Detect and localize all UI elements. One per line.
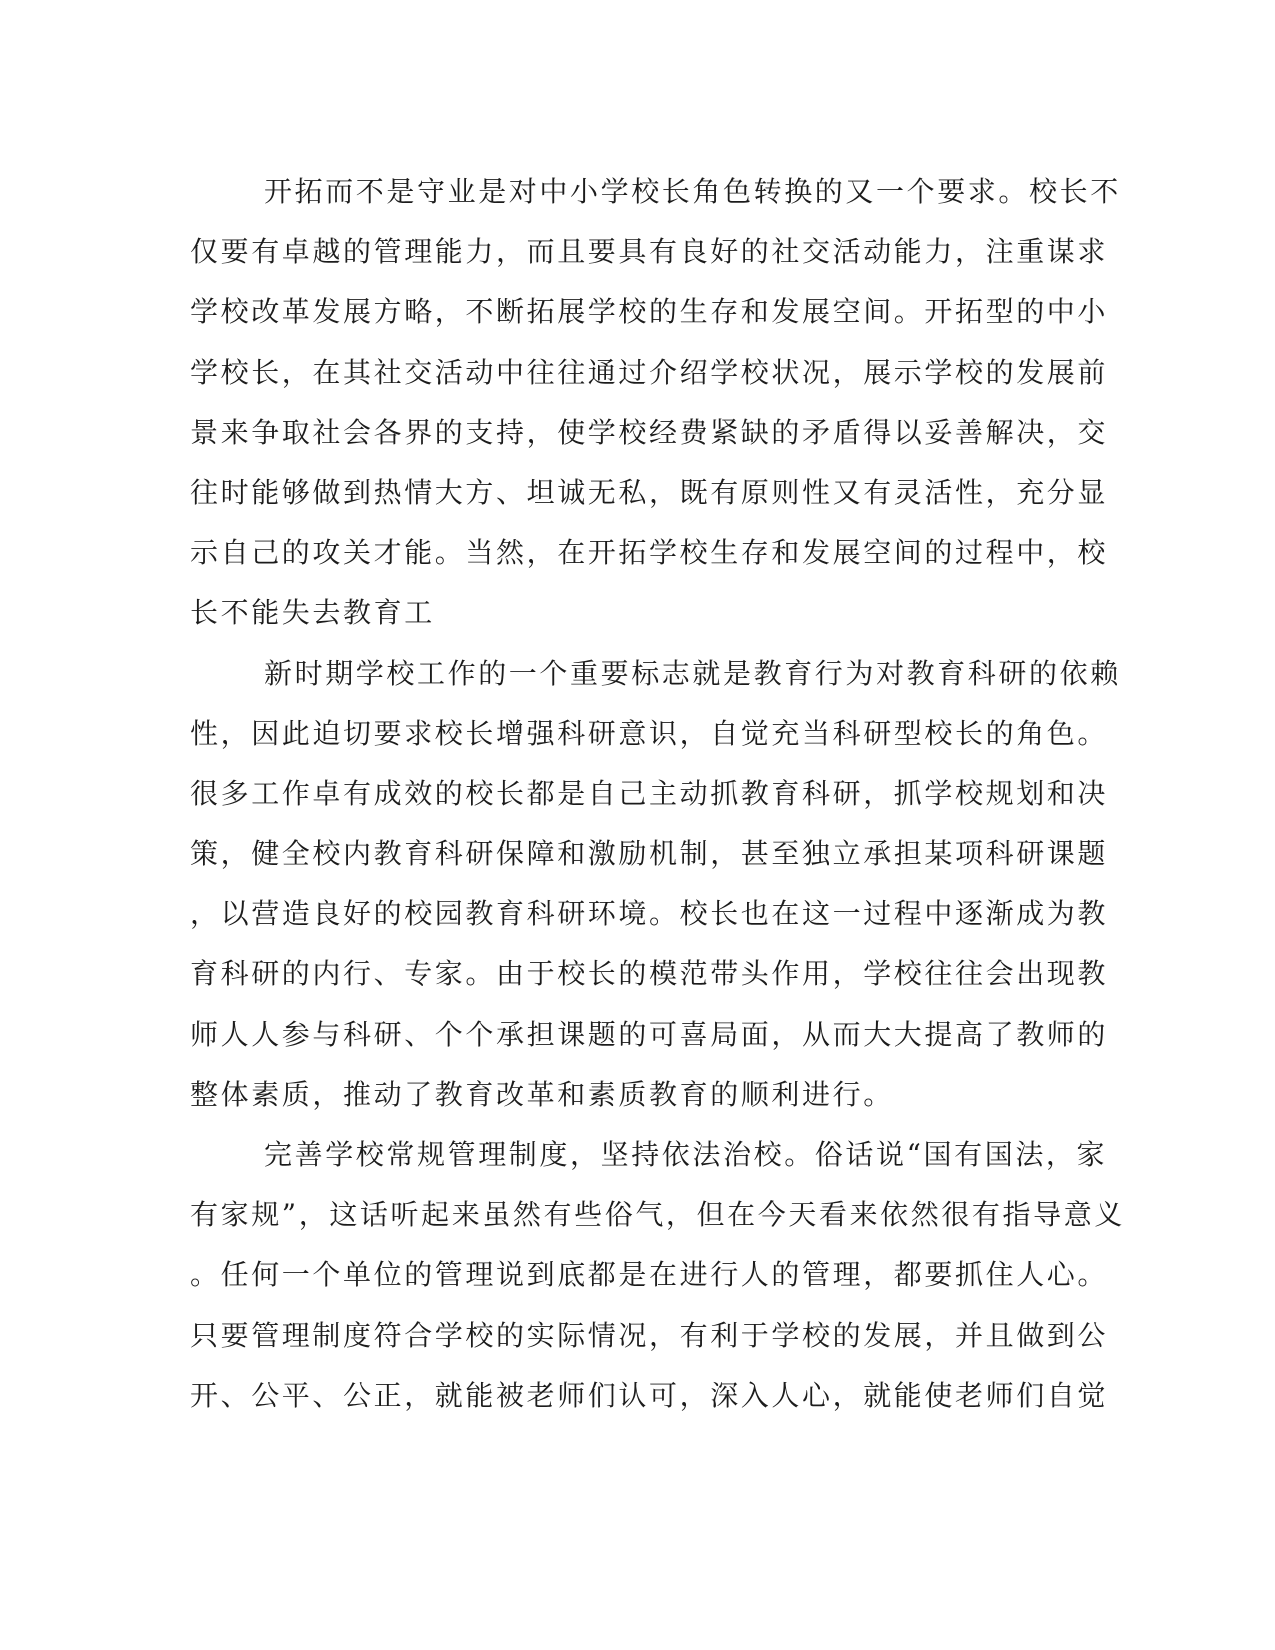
paragraph-2	[190, 644, 1121, 1126]
text-line: 很多工作卓有成效的校长都是自己主动抓教育科研，抓学校规划和决	[190, 776, 1109, 810]
text-line: 性，因此迫切要求校长增强科研意识，自觉充当科研型校长的角色。	[190, 716, 1109, 750]
text-line: 师人人参与科研、个个承担课题的可喜局面，从而大大提高了教师的	[190, 1017, 1109, 1051]
text-line: 景来争取社会各界的支持，使学校经费紧缺的矛盾得以妥善解决，交	[190, 415, 1109, 449]
text-line: 。任何一个单位的管理说到底都是在进行人的管理，都要抓住人心。	[190, 1258, 1109, 1292]
paragraph-1	[190, 162, 1121, 644]
text-line: 育科研的内行、专家。由于校长的模范带头作用，学校往往会出现教	[190, 957, 1109, 991]
text-line: 只要管理制度符合学校的实际情况，有利于学校的发展，并且做到公	[190, 1318, 1109, 1352]
text-line: 长不能失去教育工	[190, 596, 435, 630]
text-line: 新时期学校工作的一个重要标志就是教育行为对教育科研的依赖	[264, 656, 1121, 690]
text-line: 学校长，在其社交活动中往往通过介绍学校状况，展示学校的发展前	[190, 355, 1109, 389]
text-line: 开拓而不是守业是对中小学校长角色转换的又一个要求。校长不	[264, 175, 1121, 208]
text-line: 往时能够做到热情大方、坦诚无私，既有原则性又有灵活性，充分显	[190, 475, 1109, 509]
text-line: 整体素质，推动了教育改革和素质教育的顺利进行。	[190, 1077, 894, 1111]
text-line: 开、公平、公正，就能被老师们认可，深入人心，就能使老师们自觉	[190, 1378, 1109, 1412]
text-line: 仅要有卓越的管理能力，而且要具有良好的社交活动能力，注重谋求	[190, 235, 1109, 269]
paragraph-3	[190, 1125, 1125, 1426]
text-line: 示自己的攻关才能。当然，在开拓学校生存和发展空间的过程中，校	[190, 536, 1109, 570]
text-line: 完善学校常规管理制度，坚持依法治校。俗话说“国有国法，家	[264, 1138, 1108, 1171]
text-line: ，以营造良好的校园教育科研环境。校长也在这一过程中逐渐成为教	[190, 897, 1109, 931]
body-text	[190, 162, 1125, 1426]
text-line: 有家规”，这话听起来虽然有些俗气，但在今天看来依然很有指导意义	[190, 1198, 1125, 1232]
text-line: 策，健全校内教育科研保障和激励机制，甚至独立承担某项科研课题	[190, 837, 1109, 871]
text-line: 学校改革发展方略，不断拓展学校的生存和发展空间。开拓型的中小	[190, 295, 1109, 329]
